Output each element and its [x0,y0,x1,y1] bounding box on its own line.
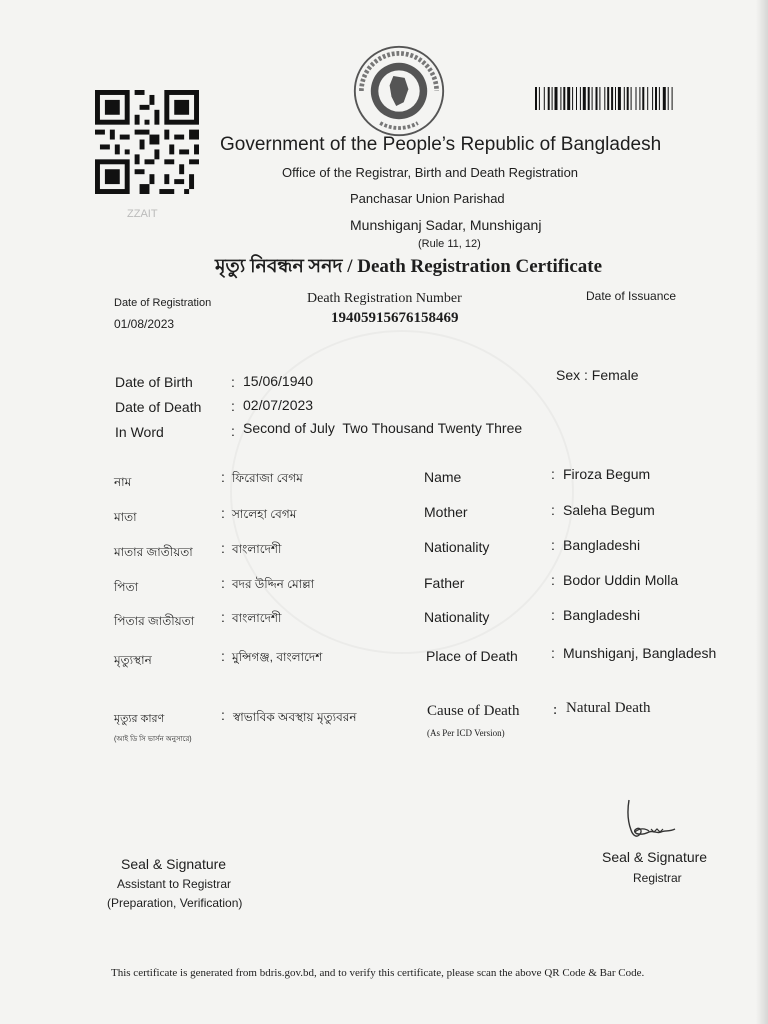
mother-nationality-en-value: Bangladeshi [563,537,641,553]
barcode-bar [592,87,593,110]
mother-nationality-en-label: Nationality [424,539,490,555]
barcode-bar [544,87,545,110]
barcode-bar [615,87,616,110]
registrar-role: Registrar [633,871,682,885]
certificate-title-en: Death Registration Certificate [357,256,603,277]
registration-date-value: 01/08/2023 [114,317,175,331]
cause-bn-value: স্বাভাবিক অবস্থায় মৃত্যুবরন [233,710,357,724]
father-en-value: Bodor Uddin Molla [563,572,679,588]
colon: : [231,374,235,390]
barcode-bar [563,87,565,110]
colon: : [221,505,225,521]
barcode-bar [618,87,621,110]
barcode-bar [631,87,632,110]
rule-line: (Rule 11, 12) [418,238,481,250]
footer-note: This certificate is generated from bdris.gov.bd, and to verify this certificate, please scan the above QR Code & Bar Code. [111,967,645,979]
assistant-signature-title: Seal & Signature [121,856,227,872]
government-heading: Government of the People’s Republic of Bangladesh [220,134,662,155]
colon: : [221,707,225,723]
cause-en-label: Cause of Death [427,703,520,719]
barcode-bar [624,87,625,110]
certificate-title-separator: / [347,256,353,277]
barcode-bar [607,87,609,110]
colon: : [221,540,225,556]
colon: : [551,645,555,661]
cause-bn-label: মৃত্যুর কারণ [114,713,165,725]
union-line: Panchasar Union Parishad [350,191,505,206]
colon: : [551,572,555,588]
barcode-bar [560,87,561,110]
name-bn-label: নাম [114,475,132,489]
barcode-bar [636,87,637,110]
barcode-bar [567,87,570,110]
cause-en-value: Natural Death [566,700,651,716]
colon: : [221,575,225,591]
registration-date-label: Date of Registration [114,297,212,309]
colon: : [551,502,555,518]
barcode-bar [672,87,673,110]
barcode-bar [627,87,629,110]
barcode-bar [642,87,644,110]
death-date-label: Date of Death [115,399,202,415]
location-line: Munshiganj Sadar, Munshiganj [350,217,542,233]
colon: : [551,537,555,553]
page-shadow-edge [756,0,768,1024]
barcode-bar [588,87,590,110]
place-of-death-bn-label: মৃত্যুস্থান [114,653,152,667]
barcode-bar [599,87,600,110]
colon: : [553,702,558,718]
mother-en-label: Mother [424,504,468,520]
mother-nationality-bn-value: বাংলাদেশী [232,542,282,556]
barcode-bar [655,87,657,110]
name-en-label: Name [424,469,462,485]
barcode-bar [548,87,550,110]
cause-en-sub: (As Per ICD Version) [427,728,505,738]
barcode-bar [668,87,669,110]
barcode-bar [576,87,577,110]
qr-code-icon [95,90,199,194]
colon: : [231,423,235,439]
barcode-bar [539,87,540,110]
barcode-bar [535,87,537,110]
colon: : [551,607,555,623]
registration-number-label: Death Registration Number [307,291,462,306]
barcode-bar [583,87,586,110]
father-bn-label: পিতা [114,580,139,594]
barcode-bar [572,87,573,110]
colon: : [221,648,225,664]
sex-value: Sex : Female [556,367,639,383]
father-nationality-en-value: Bangladeshi [563,607,641,623]
mother-nationality-bn-label: মাতার জাতীয়তা [114,545,193,559]
barcode-bar [555,87,558,110]
in-word-label: In Word [115,424,164,440]
death-date-value: 02/07/2023 [243,397,314,413]
father-nationality-en-label: Nationality [424,609,490,625]
cause-bn-sub: (আই ডি সি ভার্সন অনুসারে) [114,736,192,743]
colon: : [231,398,235,414]
in-word-value: Second of July Two Thousand Twenty Three [243,420,523,436]
mother-bn-value: সালেহা বেগম [232,507,297,521]
certificate-title [215,252,602,284]
colon: : [221,469,225,485]
barcode-bar [604,87,605,110]
barcode-bar [663,87,666,110]
colon: : [221,609,225,625]
birth-date-value: 15/06/1940 [243,373,314,389]
registration-number-value: 19405915676158469 [331,310,459,326]
signature-icon [615,798,677,848]
barcode-bar [652,87,653,110]
qr-caption: ZZAIT [127,208,158,220]
mother-en-value: Saleha Begum [563,502,655,518]
father-nationality-bn-label: পিতার জাতীয়তা [114,614,195,628]
father-en-label: Father [424,575,465,591]
barcode-bar [639,87,640,110]
father-bn-value: বদর উদ্দিন মোল্লা [232,577,315,591]
government-seal-icon [352,44,446,138]
assistant-role: Assistant to Registrar [117,877,232,891]
barcode-bar [580,87,581,110]
certificate-title-bn: মৃত্যু নিবন্ধন সনদ [215,256,343,277]
name-bn-value: ফিরোজা বেগম [232,471,303,485]
colon: : [551,466,555,482]
mother-bn-label: মাতা [114,510,137,524]
barcode-bar [659,87,660,110]
barcode-bar [552,87,553,110]
office-line: Office of the Registrar, Birth and Death Registration [282,165,579,180]
assistant-note: (Preparation, Verification) [107,896,243,910]
place-of-death-bn-value: মুন্সিগঞ্জ, বাংলাদেশ [232,650,323,664]
name-en-value: Firoza Begum [563,466,651,482]
registrar-signature-title: Seal & Signature [602,849,708,865]
place-of-death-en-value: Munshiganj, Bangladesh [563,645,717,661]
issuance-date-label: Date of Issuance [586,289,677,303]
barcode-bar [596,87,598,110]
barcode-bar [647,87,648,110]
father-nationality-bn-value: বাংলাদেশী [232,611,282,625]
barcode-bar [611,87,613,110]
place-of-death-en-label: Place of Death [426,648,518,664]
birth-date-label: Date of Birth [115,374,193,390]
barcode-icon [535,87,723,110]
